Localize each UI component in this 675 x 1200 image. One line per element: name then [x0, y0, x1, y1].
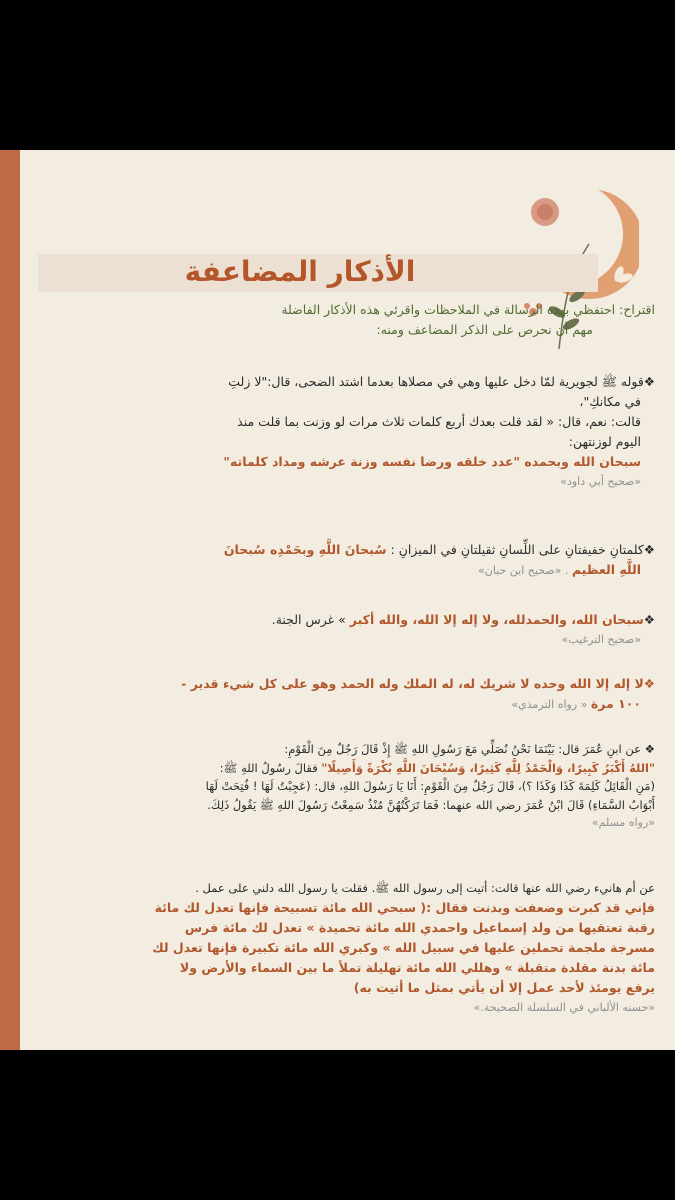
hadith4-line-2: [45, 694, 655, 715]
hadith3-text: » غرس الجنة.: [271, 612, 350, 627]
intro-line-2: مهم أن نحرص على الذكر المضاعف ومنه:: [376, 322, 593, 337]
hadith1-line-3: قالت: نعم، قال: « لقد قلت بعدك أربع كلمات ثلاث مرات لو وزنت بما قلت منذ: [237, 414, 641, 429]
hadith2-line-1: [45, 540, 655, 560]
hadith5-line-3: (مَنِ الْقَائِلُ كَلِمَةَ كَذَا وَكَذَا ؟)، قَالَ رَجُلٌ مِنَ الْقَوْمِ: أَنَا يَا رَسُولَ اللهِ، قال: (عَجِبْتُ لَهَا ! فُتِحَتْ لَهَا: [205, 779, 655, 793]
hadith1-line-1: ❖قوله ﷺ لجويرية لمّا دخل عليها وهي في مصلاها بعدما اشتد الضحى، قال:"لا زلتِ: [228, 374, 655, 389]
hadith3-line-1: [45, 610, 655, 630]
hadith-umm-hani: [35, 878, 655, 1018]
hadith6-line-4: مسرجة ملجمة تحملين عليها في سبيل الله » وكبري الله مائة تكبيرة فإنها تعدل لك: [152, 940, 655, 955]
page-title: الأذكار المضاعفة: [184, 255, 416, 288]
hadith6-line-3: رقبة تعتقيها من ولد إسماعيل واحمدي الله مائة تحميدة » تعدل لك مائة فرس: [184, 920, 655, 935]
hadith5-dhikr: "اللهُ أَكْبَرُ كَبِيرًا، وَالْحَمْدُ لِلَّهِ كَثِيرًا، وَسُبْحَانَ اللَّهِ بُكْرَةً وَأَصِيلًا": [321, 760, 655, 775]
hadith6-source: «حسنه الألباني في السلسلة الصحيحة.»: [473, 1001, 655, 1014]
hadith1-line-4: اليوم لوزنتهن:: [568, 434, 641, 449]
hadith3-source: «صحيح الترغيب»: [561, 633, 641, 646]
hadith-juwayriya: [45, 372, 655, 492]
hadith-tahlil: [45, 674, 655, 715]
hadith6-line-1: عن أم هانيء رضي الله عنها قالت: أتيت إلى رسول الله ﷺ. فقلت يا رسول الله دلني على عمل .: [195, 881, 655, 895]
hadith5-line-1: ❖ عن ابنِ عُمَرَ قال: بَيْنَمَا نَحْنُ نُصَلِّي مَعَ رَسُولِ اللهِ ﷺ إِذْ قَالَ رَجُلٌ مِنَ الْقَوْمِ:: [284, 742, 655, 756]
hadith5-line-4: أَبْوَابُ السَّمَاءِ) قَالَ ابْنُ عُمَرَ رضي الله عنهما: فَمَا تَرَكْتُهُنَّ مُنْذُ سَمِعْتُ رَسُولَ اللهِ ﷺ يَقُولُ ذَلِكَ.: [207, 797, 655, 812]
hadith2-dhikr-end: اللَّهِ العظيم: [571, 562, 641, 577]
hadith3-bullet: ❖: [643, 612, 655, 627]
hadith2-line-2: [45, 560, 655, 581]
hadith6-line-5: مائة بدنة مقلدة متقبلة » وهللي الله مائة تهليلة تملأ ما بين السماء والأرض ولا: [179, 960, 655, 975]
intro-line-1: اقتراح: احتفظي بهذه الرسالة في الملاحظات واقرئي هذه الأذكار الفاضلة: [281, 302, 655, 317]
hadith4-count: ١٠٠ مرة: [590, 696, 641, 711]
hadith5-source: «رواه مسلم»: [591, 816, 655, 829]
hadith1-line-2: في مكانكِ"،: [579, 394, 641, 409]
hadith-ibn-umar: [35, 740, 655, 833]
intro-block: [55, 300, 655, 340]
hadith2-source: . «صحيح ابن حبان»: [478, 564, 572, 577]
hadith1-source: «صحيح أبي داود»: [560, 475, 641, 488]
hadith6-line-2-text: فإني قد كبرت وضعفت وبدنت فقال :( سبحي الله مائة تسبيحة فإنها تعدل لك مائة: [154, 900, 655, 915]
hadith5-line-2: [35, 759, 655, 778]
hadith1-dhikr: سبحان الله وبحمده "عدد خلقه ورضا نفسه وزنة عرشه ومداد كلماته": [223, 454, 641, 469]
hadith4-line-1: ❖لا إله إلا الله وحده لا شريك له، له الملك وله الحمد وهو على كل شيء قدير -: [181, 676, 655, 691]
left-accent-stripe: [0, 150, 20, 1050]
hadith6-line-6: يرفع يومئذ لأحد عمل إلا أن يأتي بمثل ما أتيت به): [353, 980, 655, 995]
hadith3-dhikr: سبحان الله، والحمدلله، ولا إله إلا الله، والله أكبر: [349, 612, 644, 627]
hadith2-dhikr: سُبحانَ اللَّهِ وبحَمْدِه سُبحانَ: [223, 542, 387, 557]
content-card: [0, 150, 675, 1050]
hadith-two-words: [45, 540, 655, 581]
hadith4-source: « رواه الترمذي»: [511, 698, 591, 711]
hadith2-text: ❖كلمتانِ خفيفتانِ على اللِّسانِ ثقيلتانِ في الميزانِ :: [386, 542, 655, 557]
hadith-garden-planting: [45, 610, 655, 650]
hadith5-text: فقالَ رسُولُ اللهِ ﷺ:: [219, 760, 322, 775]
hadith6-line-2: [35, 898, 655, 918]
